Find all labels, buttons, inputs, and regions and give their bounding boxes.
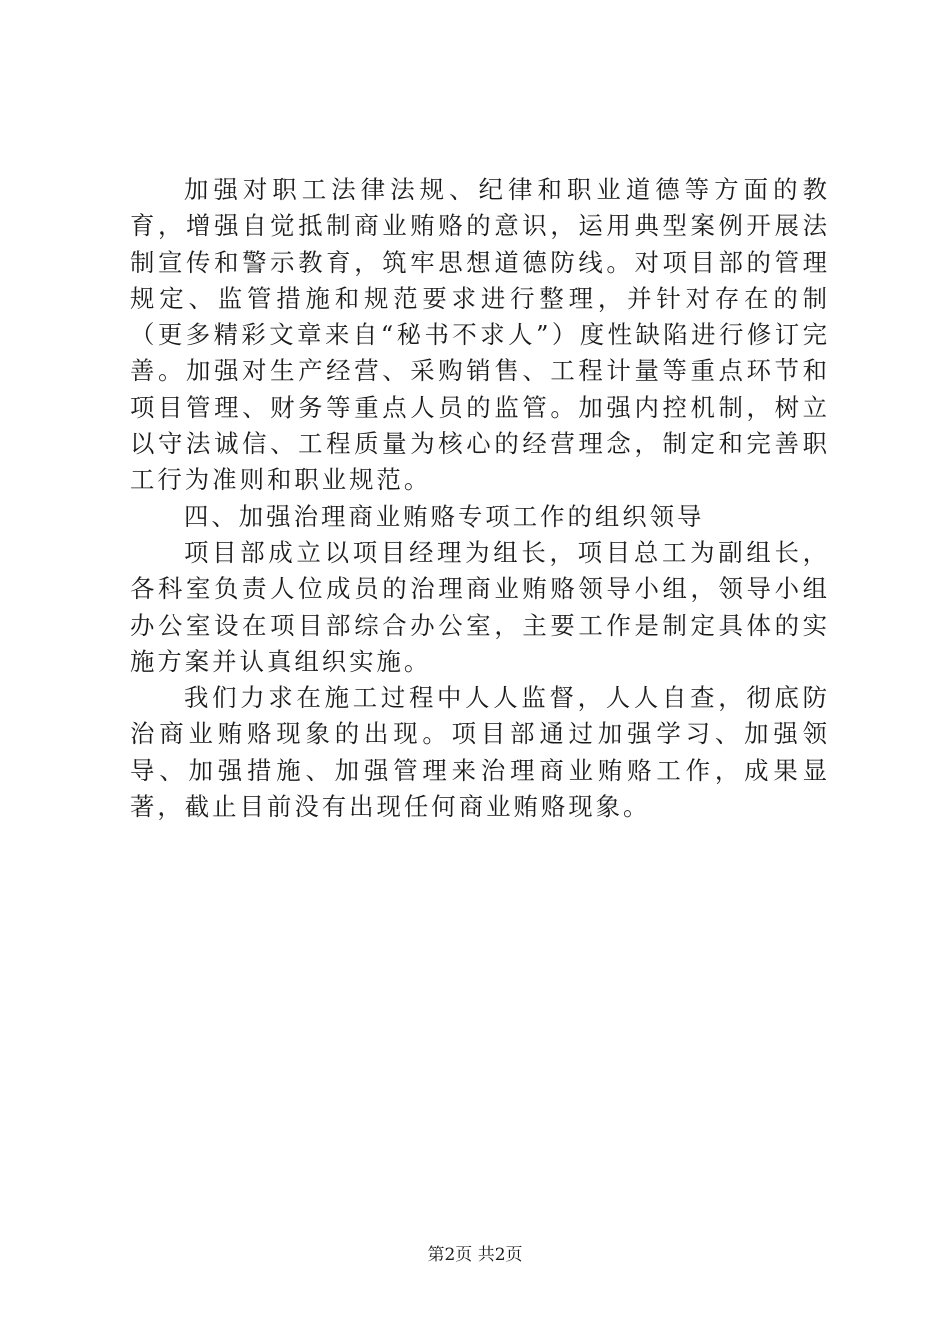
paragraph-leadership-group: 项目部成立以项目经理为组长，项目总工为副组长，各科室负责人位成员的治理商业贿赂领导小组，领导小组办公室设在项目部综合办公室，主要工作是制定具体的实施方案并认真组织实施。 bbox=[130, 537, 830, 676]
paragraph-education: 加强对职工法律法规、纪律和职业道德等方面的教育，增强自觉抵制商业贿赂的意识，运用典型案例开展法制宣传和警示教育，筑牢思想道德防线。对项目部的管理规定、监管措施和规范要求进行整理，并针对存在的制（更多精彩文章来自“秘书不求人”）度性缺陷进行修订完善。加强对生产经营、采购销售、工程计量等重点环节和项目管理、财务等重点人员的监管。加强内控机制，树立以守法诚信、工程质量为核心的经营理念，制定和完善职工行为准则和职业规范。 bbox=[130, 175, 830, 495]
paragraph-results: 我们力求在施工过程中人人监督，人人自查，彻底防治商业贿赂现象的出现。项目部通过加强学习、加强领导、加强措施、加强管理来治理商业贿赂工作，成果显著，截止目前没有出现任何商业贿赂现象。 bbox=[130, 683, 830, 822]
section-heading-organization: 四、加强治理商业贿赂专项工作的组织领导 bbox=[184, 501, 705, 531]
document-body bbox=[130, 172, 830, 825]
page-footer: 第2页 共2页 bbox=[427, 1245, 523, 1265]
